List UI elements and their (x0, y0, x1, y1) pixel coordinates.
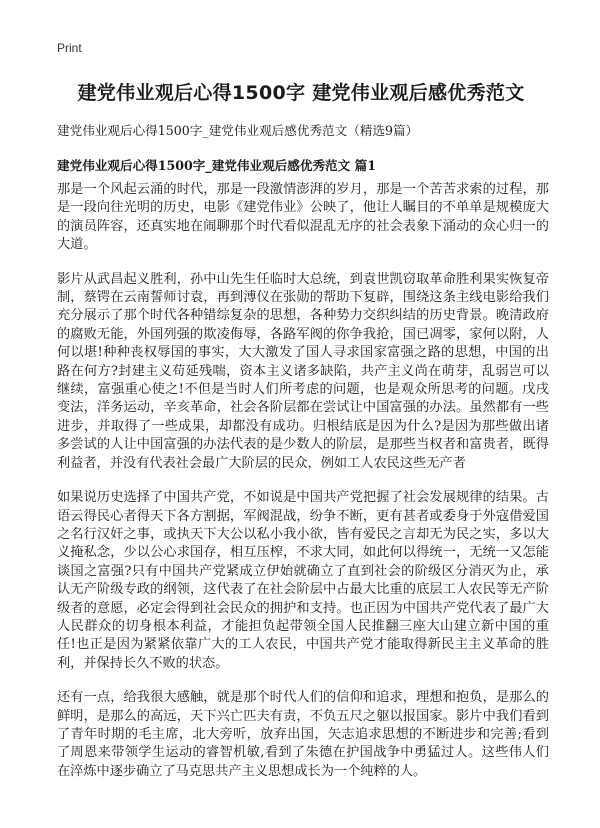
paragraph: 影片从武昌起义胜利，孙中山先生任临时大总统，到袁世凯窃取革命胜利果实恢复帝制，蔡锷在云南誓师讨袁，再到溥仪在张勋的帮助下复辟，围绕这条主线电影给我们充分展示了那个时代各种错综复杂的思想，各种势力交织纠结的历史背景。晚清政府的腐败无能，外国列强的欺凌侮辱，各路军阀的你争我抢，国已凋零，家何以附，人何以堪!种种丧权辱国的事实，大大激发了国人寻求国家富强之路的思想，中国的出路在何方?封建主义苟延残喘，资本主义诸多缺陷，共产主义尚在萌芽，乱弱岂可以继续，富强重心使之!不但是当时人们所考虑的问题，也是观众所思考的问题。戊戌变法，洋务运动，辛亥革命，社会各阶层都在尝试让中国富强的办法。虽然都有一些进步，并取得了一些成果，却都没有成功。归根结底是因为什么?是因为那些做出诸多尝试的人让中国富强的办法代表的是少数人的阶层，是那些当权者和富贵者，既得利益者，并没有代表社会最广大阶层的民众，例如工人农民这些无产者 (57, 271, 549, 471)
paragraph: 那是一个风起云涌的时代，那是一段激情澎湃的岁月，那是一个苦苦求索的过程，那是一段向往光明的历史，电影《建党伟业》公映了，他让人瞩目的不单单是规模庞大的演员阵容，还真实地在闹聊那个时代看似混乱无序的社会表象下涌动的众心归一的大道。 (57, 182, 549, 253)
page-title: 建党伟业观后心得1500字 建党伟业观后感优秀范文 (77, 82, 525, 104)
document-subtitle: 建党伟业观后心得1500字_建党伟业观后感优秀范文（精选9篇） (57, 123, 419, 138)
section-heading: 建党伟业观后心得1500字_建党伟业观后感优秀范文 篇1 (57, 158, 376, 173)
article-body (57, 181, 549, 797)
paragraph: 还有一点，给我很大感触，就是那个时代人们的信仰和追求，理想和抱负，是那么的鲜明，是那么的高远，天下兴亡匹夫有责，不负五尺之躯以报国家。影片中我们看到了青年时期的毛主席，北大旁听，放弃出国，矢志追求思想的不断进步和完善;看到了周恩来带领学生运动的睿智机敏,看到了朱德在护国战争中勇猛过人。这些伟人们在淬炼中逐步确立了马克思共产主义思想成长为一个纯粹的人。 (57, 690, 549, 779)
print-link[interactable]: Print (57, 41, 82, 55)
paragraph: 如果说历史选择了中国共产党，不如说是中国共产党把握了社会发展规律的结果。古语云得民心者得天下各方割据，军阀混战，纷争不断，更有甚者或委身于外寇借爱国之名行汉奸之事，或执天下大公以私小我小欲，皆有爱民之言却无为民之实，多以大义掩私念，少以公心求国存，相互压榨，不求大同，如此何以得统一，无统一又怎能谈国之富强?只有中国共产党紧成立伊始就确立了直到社会的阶级区分消灭为止，承认无产阶级专政的纲领，这代表了在社会阶层中占最大比重的底层工人农民等无产阶级者的意愿，必定会得到社会民众的拥护和支持。也正因为中国共产党代表了最广大人民群众的切身根本利益，才能担负起带领全国人民推翻三座大山建立新中国的重任!也正是因为紧紧依靠广大的工人农民，中国共产党才能取得新民主主义革命的胜利，并保持长久不败的状态。 (57, 490, 549, 671)
